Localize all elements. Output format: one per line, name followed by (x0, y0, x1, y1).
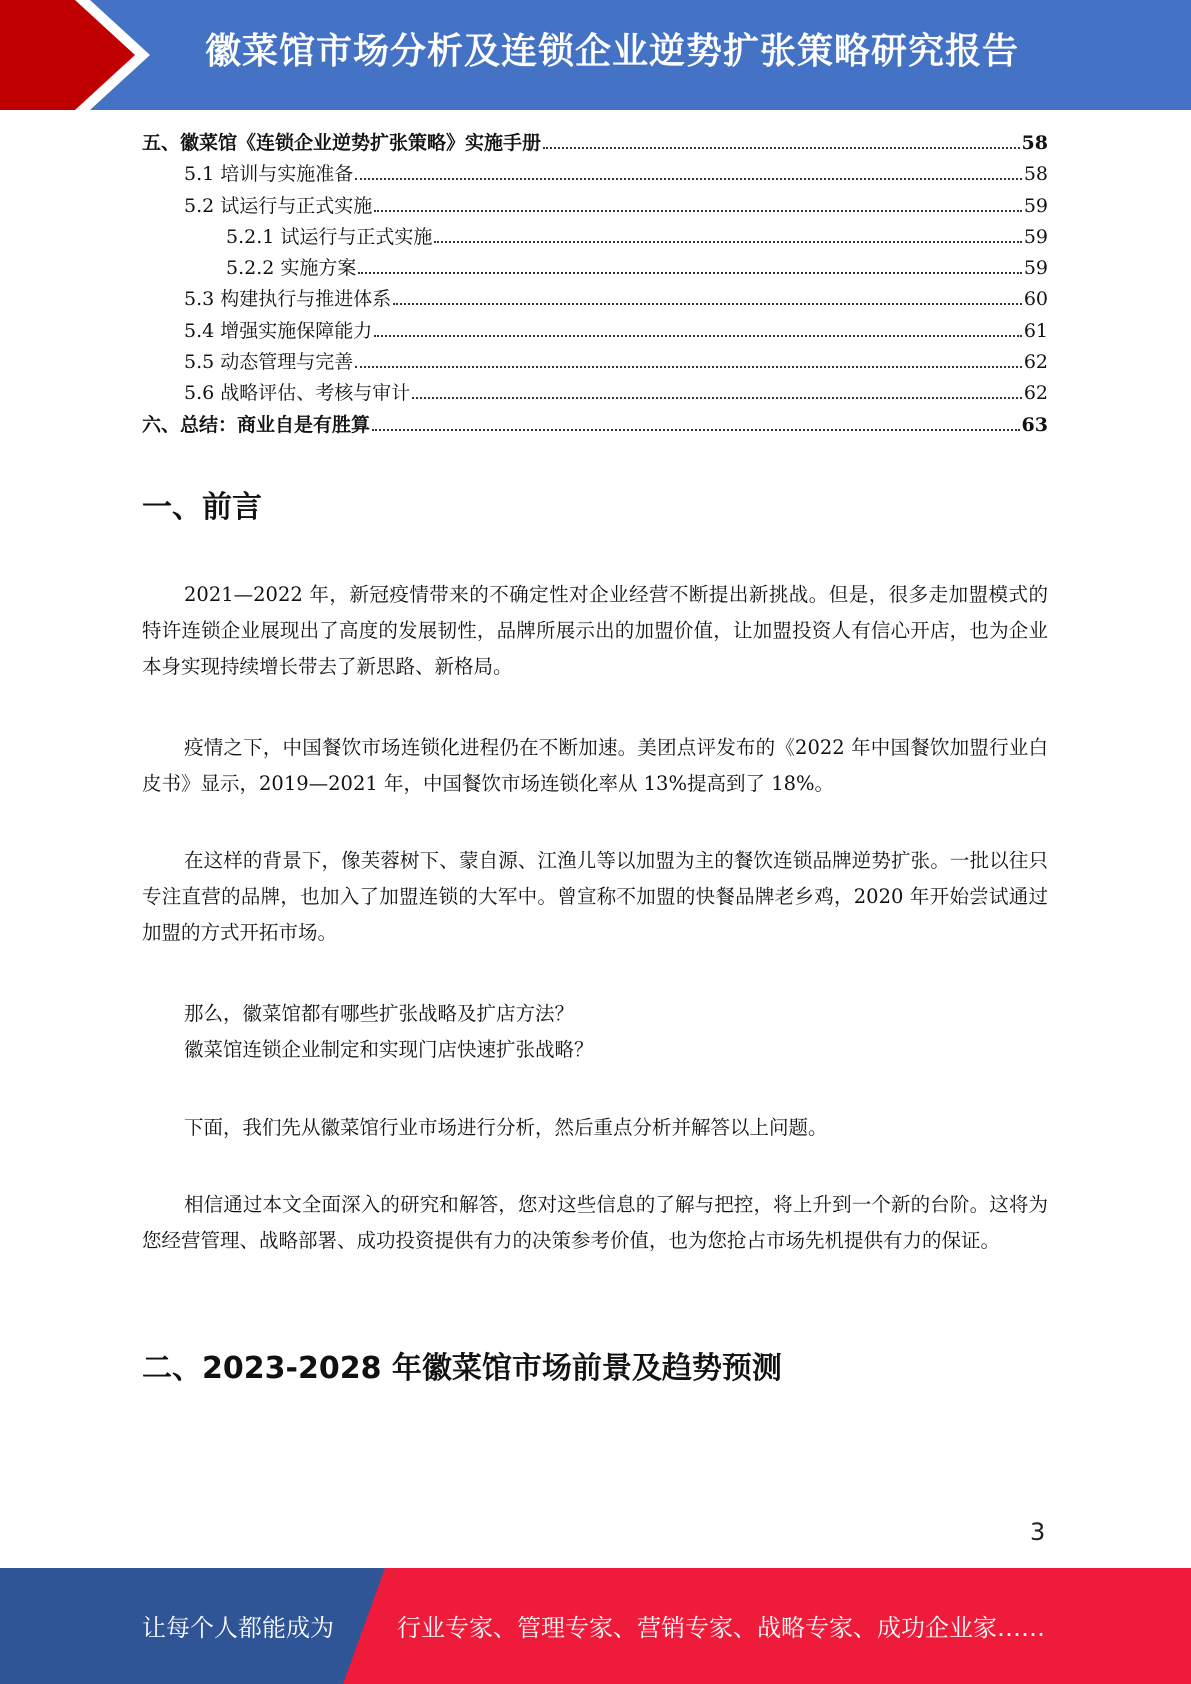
toc-leader-dots (355, 366, 1022, 368)
question-1: 那么，徽菜馆都有哪些扩张战略及扩店方法？ (184, 1002, 575, 1025)
toc-entry-page: 61 (1023, 319, 1048, 342)
toc-entry[interactable] (142, 159, 1048, 190)
toc-entry-page: 63 (1021, 413, 1048, 436)
toc-entry-label: 5.2.1 试运行与正式实施 (226, 225, 433, 248)
question-2: 徽菜馆连锁企业制定和实现门店快速扩张战略？ (184, 1038, 594, 1061)
toc-entry-label: 5.6 战略评估、考核与审计 (184, 382, 411, 405)
toc-leader-dots (372, 429, 1020, 431)
toc-entry-label: 5.4 增强实施保障能力 (184, 319, 373, 342)
toc-entry-page: 62 (1023, 351, 1048, 374)
toc-entry[interactable] (142, 378, 1048, 409)
toc-entry-page: 59 (1023, 257, 1048, 280)
toc-entry-label: 5.3 构建执行与推进体系 (184, 288, 392, 311)
toc-leader-dots (543, 147, 1020, 149)
header-banner (0, 0, 1191, 110)
toc-leader-dots (412, 397, 1022, 399)
toc-entry-label: 五、徽菜馆《连锁企业逆势扩张策略》实施手册 (142, 132, 542, 154)
toc-entry[interactable] (142, 128, 1048, 159)
toc-entry[interactable] (142, 253, 1048, 284)
toc-leader-dots (393, 303, 1022, 305)
toc-entry[interactable] (142, 410, 1048, 441)
paragraph-5: 相信通过本文全面深入的研究和解答，您对这些信息的了解与把控，将上升到一个新的台阶。这将为您经营管理、战略部署、成功投资提供有力的决策参考价值，也为您抢占市场先机提供有力的保证。 (142, 1193, 1048, 1252)
paragraph-4: 下面，我们先从徽菜馆行业市场进行分析，然后重点分析并解答以上问题。 (184, 1116, 828, 1139)
toc-entry-page: 58 (1021, 132, 1048, 154)
footer-banner (0, 1568, 1191, 1684)
toc-entry[interactable] (142, 347, 1048, 378)
toc-entry-label: 5.5 动态管理与完善 (184, 351, 354, 374)
toc-entry[interactable] (142, 191, 1048, 222)
toc-entry-page: 62 (1023, 382, 1048, 405)
section-heading-1: 一、前言 (142, 490, 262, 525)
section-heading-2: 二、2023-2028 年徽菜馆市场前景及趋势预测 (142, 1351, 782, 1386)
toc-entry-page: 60 (1023, 288, 1048, 311)
footer-slogan-right: 行业专家、管理专家、营销专家、战略专家、成功企业家…… (397, 1614, 1045, 1642)
paragraph-2: 疫情之下，中国餐饮市场连锁化进程仍在不断加速。美团点评发布的《2022 年中国餐饮加盟行业白皮书》显示，2019—2021 年，中国餐饮市场连锁化率从 13%提高到了 18%。 (142, 736, 1048, 795)
toc-leader-dots (355, 178, 1022, 180)
toc-entry-page: 59 (1023, 194, 1048, 217)
report-title: 徽菜馆市场分析及连锁企业逆势扩张策略研究报告 (205, 31, 1020, 72)
toc-leader-dots (374, 335, 1022, 337)
toc-entry[interactable] (142, 222, 1048, 253)
toc-entry-page: 58 (1023, 163, 1048, 186)
toc-entry-page: 59 (1023, 225, 1048, 248)
toc-leader-dots (434, 241, 1021, 243)
page-number: 3 (1030, 1518, 1046, 1546)
paragraph-3: 在这样的背景下，像芙蓉树下、蒙自源、江渔儿等以加盟为主的餐饮连锁品牌逆势扩张。一批以往只专注直营的品牌，也加入了加盟连锁的大军中。曾宣称不加盟的快餐品牌老乡鸡，2020 年开始尝试通过加盟的方式开拓市场。 (142, 849, 1048, 944)
toc-leader-dots (374, 210, 1022, 212)
toc-entry-label: 六、总结：商业自是有胜算 (142, 413, 371, 436)
table-of-contents (142, 128, 1048, 441)
toc-entry-label: 5.2 试运行与正式实施 (184, 194, 373, 217)
toc-leader-dots (358, 272, 1021, 274)
toc-entry[interactable] (142, 316, 1048, 347)
toc-entry[interactable] (142, 284, 1048, 315)
paragraph-1: 2021—2022 年，新冠疫情带来的不确定性对企业经营不断提出新挑战。但是，很多走加盟模式的特许连锁企业展现出了高度的发展韧性，品牌所展示出的加盟价值，让加盟投资人有信心开店，也为企业本身实现持续增长带去了新思路、新格局。 (142, 583, 1048, 678)
toc-entry-label: 5.2.2 实施方案 (226, 257, 357, 280)
toc-entry-label: 5.1 培训与实施准备 (184, 163, 354, 186)
footer-slogan-left: 让每个人都能成为 (142, 1614, 334, 1642)
